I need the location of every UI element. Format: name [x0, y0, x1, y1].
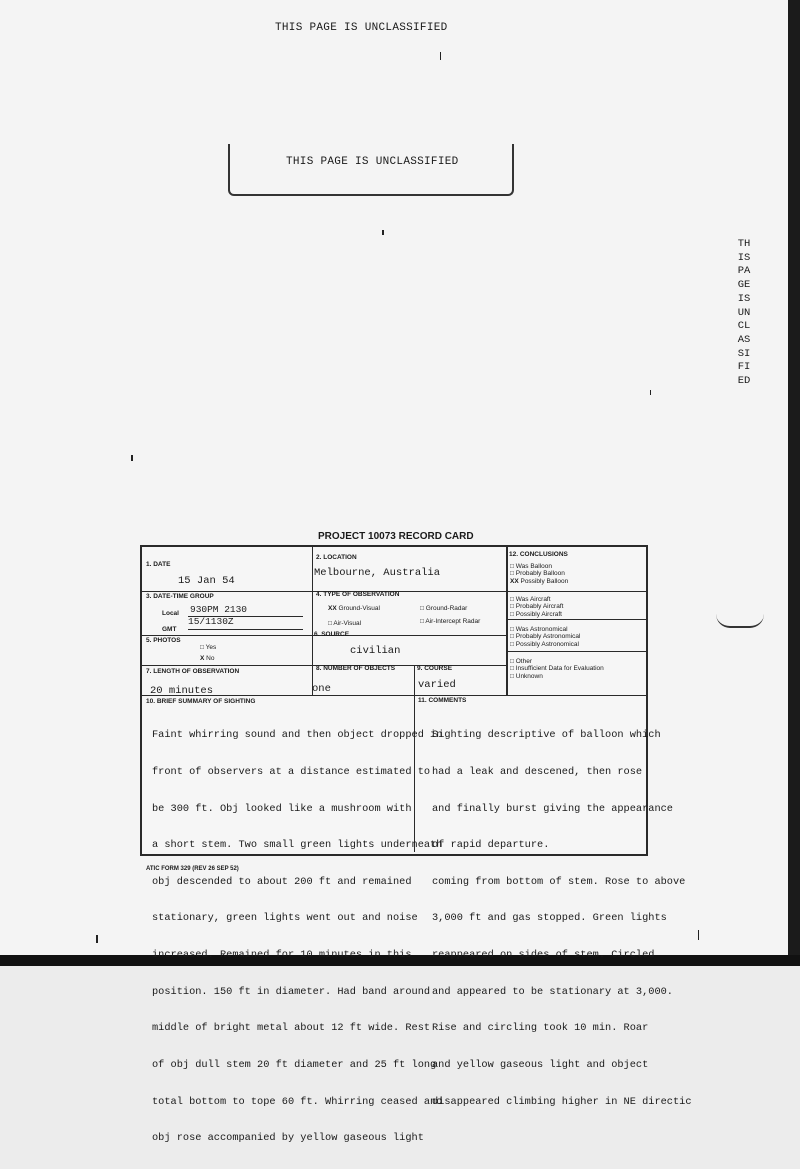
comments-line: and appeared to be stationary at 3,000. — [432, 985, 673, 998]
type-option-air-visual: □ Air-Visual — [328, 620, 362, 627]
course-label: 9. COURSE — [417, 665, 453, 672]
summary-line: middle of bright metal about 12 ft wide. Rest — [152, 1022, 431, 1035]
summary-line: obj descended to about 200 ft and remained — [152, 875, 412, 888]
comments-line: of rapid departure. — [432, 839, 550, 852]
conclusions-group-astronomical: □ Was Astronomical □ Probably Astronomical □ Possibly Astronomical — [510, 626, 581, 648]
type-option-air-intercept: □ Air-Intercept Radar — [420, 618, 481, 625]
classification-stamp-boxed-text: THIS PAGE IS UNCLASSIFIED — [286, 156, 459, 168]
length-label: 7. LENGTH OF OBSERVATION — [146, 668, 240, 675]
stamp-bracket — [716, 600, 764, 628]
source-label: 6. SOURCE — [314, 631, 350, 638]
scan-speck — [131, 455, 133, 461]
source-value: civilian — [350, 645, 401, 657]
location-value: Melbourne, Australia — [314, 567, 441, 579]
date-label: 1. DATE — [146, 561, 171, 568]
comments-line: 3,000 ft and gas stopped. Green lights — [432, 912, 667, 925]
conclusions-group-balloon: □ Was Balloon □ Probably Balloon XX Possibly Balloon — [510, 563, 569, 585]
summary-line: total bottom to tope 60 ft. Whirring ceased and — [152, 1095, 443, 1108]
comments-label: 11. COMMENTS — [418, 697, 467, 704]
scan-speck — [698, 930, 699, 940]
date-value: 15 Jan 54 — [178, 575, 235, 587]
comments-line: disappeared climbing higher in NE directic — [432, 1095, 692, 1108]
type-option-ground-visual: XX Ground-Visual — [328, 605, 380, 612]
summary-line: of obj dull stem 20 ft diameter and 25 ft long — [152, 1058, 437, 1071]
photos-label: 5. PHOTOS — [146, 637, 181, 644]
conclusions-group-other: □ Other □ Insufficient Data for Evaluation □ Unknown — [510, 658, 604, 680]
scan-speck — [440, 52, 441, 60]
comments-line: had a leak and descened, then rose — [432, 766, 643, 779]
summary-line: stationary, green lights went out and noise — [152, 912, 418, 925]
form-identifier: ATIC FORM 329 (REV 26 SEP 52) — [146, 866, 239, 872]
dtg-gmt-label: GMT — [162, 626, 177, 633]
photos-yes: □ Yes — [200, 644, 217, 651]
dtg-local-value: 930PM 2130 — [190, 604, 248, 615]
summary-label: 10. BRIEF SUMMARY OF SIGHTING — [146, 698, 256, 705]
photos-no: X No — [200, 655, 215, 662]
objects-value: one — [312, 683, 331, 695]
card-title: PROJECT 10073 RECORD CARD — [318, 531, 474, 542]
type-label: 4. TYPE OF OBSERVATION — [316, 591, 400, 598]
summary-line: Faint whirring sound and then object dropped in — [152, 729, 443, 742]
summary-line: be 300 ft. Obj looked like a mushroom with — [152, 802, 412, 815]
summary-text — [152, 705, 442, 1169]
summary-line: position. 150 ft in diameter. Had band around — [152, 985, 431, 998]
scan-speck — [650, 390, 651, 395]
conclusions-group-aircraft: □ Was Aircraft □ Probably Aircraft □ Possibly Aircraft — [510, 596, 564, 618]
summary-line: a short stem. Two small green lights underneath — [152, 839, 443, 852]
conclusions-label: 12. CONCLUSIONS — [509, 551, 568, 558]
comments-line: Sighting descriptive of balloon which — [432, 729, 661, 742]
summary-line: increased. Remained for 10 minutes in this — [152, 949, 412, 962]
dtg-local-label: Local — [162, 610, 179, 617]
length-value: 20 minutes — [150, 685, 214, 697]
classification-stamp-top: THIS PAGE IS UNCLASSIFIED — [275, 22, 448, 34]
comments-line: Rise and circling took 10 min. Roar — [432, 1022, 649, 1035]
scan-speck — [96, 935, 98, 943]
dtg-gmt-value: 15/1130Z — [188, 616, 234, 627]
location-label: 2. LOCATION — [316, 554, 357, 561]
scan-edge-right — [788, 0, 800, 966]
dtg-label: 3. DATE-TIME GROUP — [146, 593, 214, 600]
type-option-ground-radar: □ Ground-Radar — [420, 605, 468, 612]
summary-line: obj rose accompanied by yellow gaseous light — [152, 1132, 424, 1145]
summary-line: front of observers at a distance estimated to — [152, 766, 431, 779]
comments-text — [432, 705, 692, 1132]
comments-line: and yellow gaseous light and object — [432, 1058, 649, 1071]
comments-line: and finally burst giving the appearance — [432, 802, 673, 815]
classification-stamp-vertical: THIS PAGE IS UNCLASSIFIED — [737, 238, 751, 388]
comments-line: reappeared on sides of stem. Circled — [432, 949, 655, 962]
comments-line: coming from bottom of stem. Rose to above — [432, 875, 686, 888]
scan-speck — [382, 230, 384, 235]
course-value: varied — [418, 679, 456, 691]
classification-stamp-boxed — [228, 144, 514, 196]
objects-label: 8. NUMBER OF OBJECTS — [316, 665, 396, 672]
